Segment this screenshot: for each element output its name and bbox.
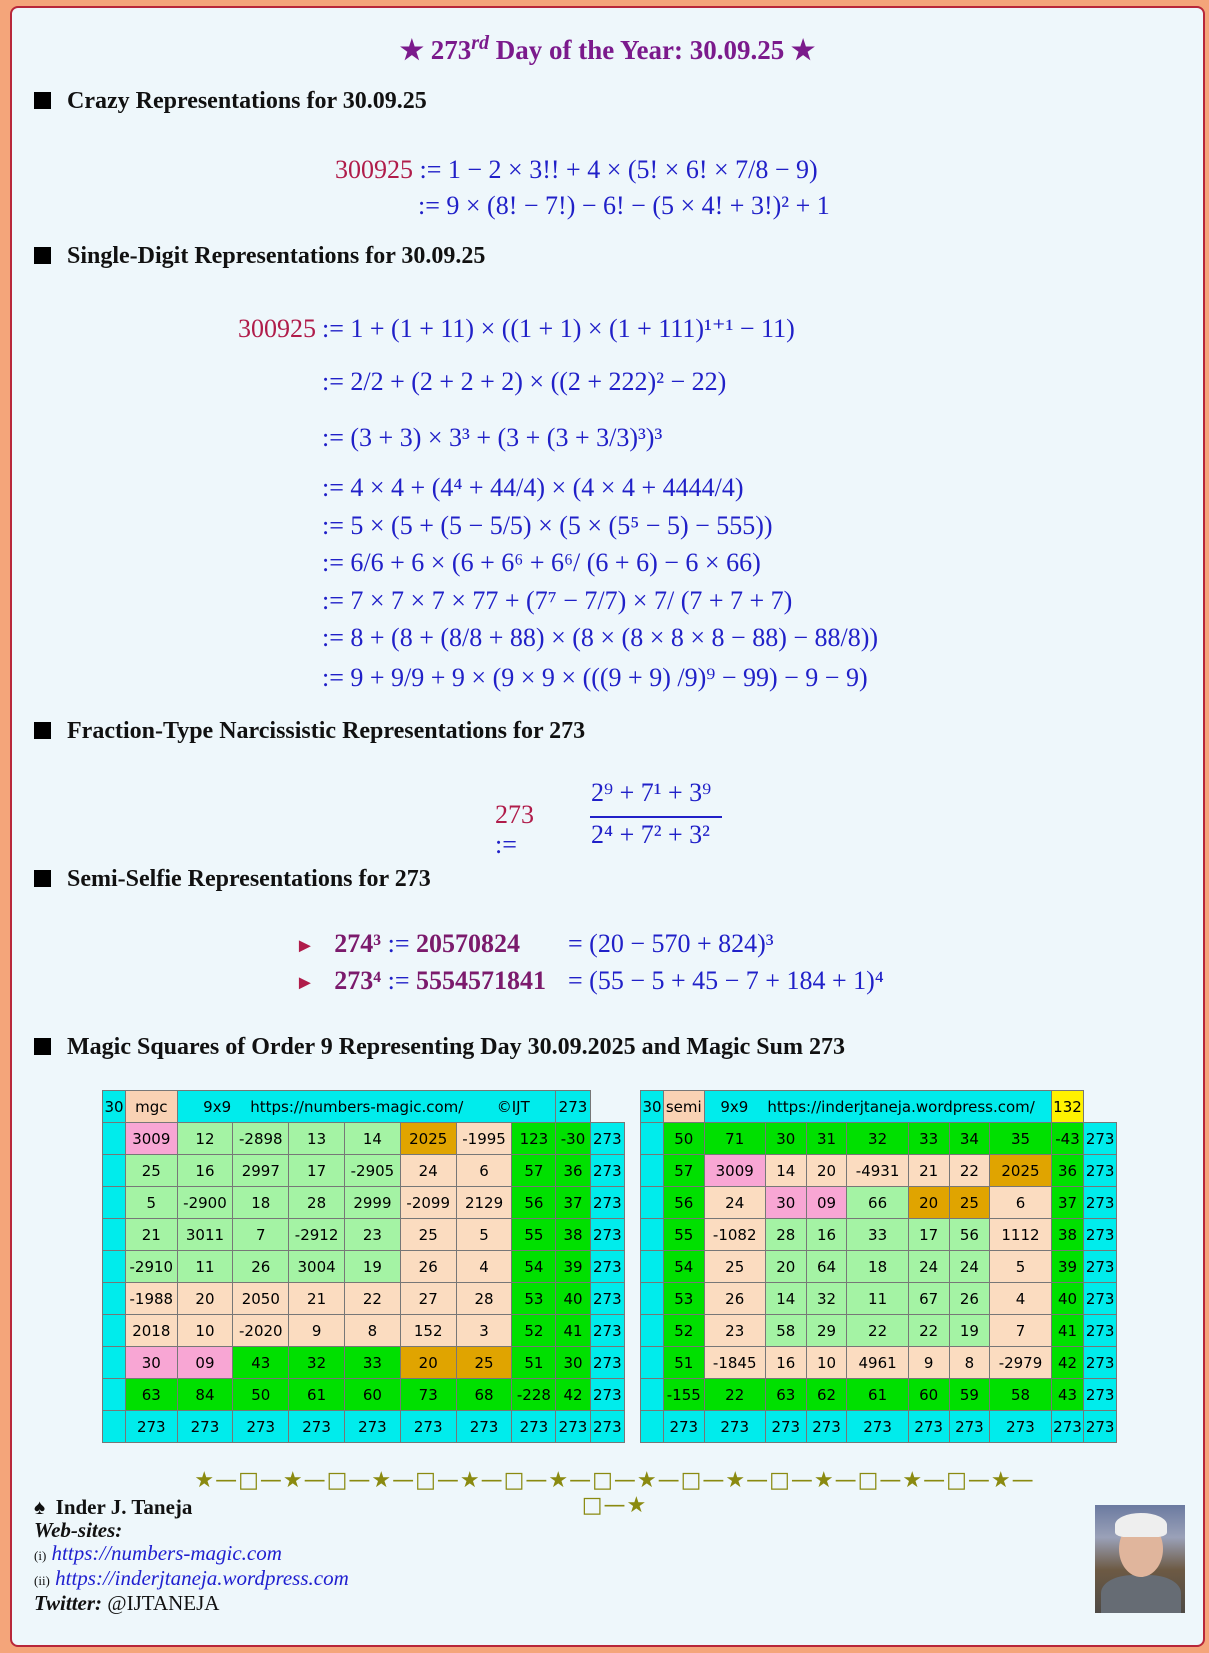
magic-cell: 8 xyxy=(949,1347,990,1379)
website-link-2[interactable]: https://inderjtaneja.wordpress.com xyxy=(55,1566,349,1590)
magic-cell: 30 xyxy=(556,1347,590,1379)
magic-cell: 152 xyxy=(400,1315,456,1347)
magic-cell: 36 xyxy=(556,1155,590,1187)
magic-cell: 22 xyxy=(847,1315,908,1347)
magic-cell: -4931 xyxy=(847,1155,908,1187)
magic-cell: 23 xyxy=(345,1219,401,1251)
spade-icon: ♠ xyxy=(34,1495,46,1519)
row-sum-cell: 273 xyxy=(1084,1155,1117,1187)
magic-cell: 17 xyxy=(908,1219,949,1251)
side-cell xyxy=(103,1315,126,1347)
magic-cell: 14 xyxy=(345,1123,401,1155)
magic-cell: 37 xyxy=(556,1187,590,1219)
semi-selfie-1-rhs: = (20 − 570 + 824)³ xyxy=(568,929,774,958)
magic-cell: 3004 xyxy=(289,1251,345,1283)
magic-cell: 11 xyxy=(177,1251,233,1283)
magic-cell: 22 xyxy=(949,1155,990,1187)
magic-cell: 60 xyxy=(908,1379,949,1411)
magic-cell: 40 xyxy=(1051,1283,1084,1315)
magic-cell: 20 xyxy=(400,1347,456,1379)
magic-cell: 24 xyxy=(400,1155,456,1187)
magic-cell: 5 xyxy=(990,1251,1051,1283)
magic-square-2 xyxy=(640,1090,1117,1443)
magic-cell: 31 xyxy=(806,1123,847,1155)
section-heading-single: Single-Digit Representations for 30.09.25 xyxy=(34,243,485,270)
single-eq-2: := 2/2 + (2 + 2 + 2) × ((2 + 222)² − 22) xyxy=(322,367,727,396)
magic-cell: 3 xyxy=(456,1315,512,1347)
column-sum-cell: 273 xyxy=(456,1411,512,1443)
magic-row xyxy=(103,1251,625,1283)
magic-cell: 29 xyxy=(806,1315,847,1347)
fraction-bar xyxy=(590,816,722,818)
column-sum-cell: 273 xyxy=(590,1411,624,1443)
column-sum-cell: 273 xyxy=(345,1411,401,1443)
magic-cell: 66 xyxy=(847,1187,908,1219)
magic-cell: 51 xyxy=(664,1347,705,1379)
magic-cell: 27 xyxy=(400,1283,456,1315)
row-sum-cell: 273 xyxy=(590,1283,624,1315)
tag-cell: semi xyxy=(664,1091,705,1123)
magic-cell: 54 xyxy=(512,1251,556,1283)
magic-cell: 26 xyxy=(949,1283,990,1315)
magic-cell: 23 xyxy=(704,1315,765,1347)
magic-row xyxy=(103,1187,625,1219)
star-icon: ★ xyxy=(791,35,816,65)
magic-row xyxy=(641,1155,1117,1187)
magic-cell: 63 xyxy=(126,1379,178,1411)
magic-cell: 21 xyxy=(908,1155,949,1187)
row-sum-cell: 273 xyxy=(1084,1283,1117,1315)
magic-cell: 57 xyxy=(664,1155,705,1187)
column-sum-cell: 273 xyxy=(806,1411,847,1443)
column-sum-cell: 273 xyxy=(990,1411,1051,1443)
magic-cell: 59 xyxy=(949,1379,990,1411)
magic-cell: 4 xyxy=(456,1251,512,1283)
magic-cell: 62 xyxy=(806,1379,847,1411)
magic-cell: 25 xyxy=(400,1219,456,1251)
magic-cell: 56 xyxy=(949,1219,990,1251)
semi-selfie-2-rhs: = (55 − 5 + 45 − 7 + 184 + 1)⁴ xyxy=(568,966,884,995)
row-sum-cell: 273 xyxy=(590,1379,624,1411)
magic-cell: 5 xyxy=(126,1187,178,1219)
triangle-bullet-icon: ► xyxy=(295,972,315,994)
magic-cell: 18 xyxy=(233,1187,289,1219)
magic-cell: 67 xyxy=(908,1283,949,1315)
magic-row xyxy=(103,1347,625,1379)
magic-cell: 38 xyxy=(556,1219,590,1251)
fraction-denominator: 2⁴ + 7² + 3² xyxy=(591,820,710,849)
side-cell xyxy=(103,1347,126,1379)
magic-cell: 2129 xyxy=(456,1187,512,1219)
side-cell xyxy=(641,1251,664,1283)
magic-cell: 30 xyxy=(765,1187,806,1219)
side-cell xyxy=(103,1155,126,1187)
magic-cell: 13 xyxy=(289,1123,345,1155)
magic-cell: 34 xyxy=(949,1123,990,1155)
magic-cell: 10 xyxy=(806,1347,847,1379)
star-divider: ★—□—★—□—★—□—★—□—★—□—★—□—★—□—★—□—★—□—★—□—★ xyxy=(194,1468,1035,1518)
side-cell xyxy=(641,1123,664,1155)
column-sum-cell: 273 xyxy=(1051,1411,1084,1443)
column-sum-cell: 273 xyxy=(908,1411,949,1443)
magic-cell: 35 xyxy=(990,1123,1051,1155)
magic-cell: 25 xyxy=(456,1347,512,1379)
corner-cell: 30 xyxy=(103,1091,126,1123)
single-eq-9: := 9 + 9/9 + 9 × (9 × 9 × (((9 + 9) /9)⁹ − 99) − 9 − 9) xyxy=(322,663,868,692)
row-sum-cell: 273 xyxy=(590,1315,624,1347)
magic-cell: 54 xyxy=(664,1251,705,1283)
row-sum-cell: 273 xyxy=(1084,1251,1117,1283)
side-cell xyxy=(103,1283,126,1315)
magic-cell: 39 xyxy=(1051,1251,1084,1283)
triangle-bullet-icon: ► xyxy=(295,935,315,957)
side-cell xyxy=(641,1219,664,1251)
square-bullet-icon xyxy=(34,1038,51,1055)
magic-cell: 58 xyxy=(990,1379,1051,1411)
magic-cell: -2979 xyxy=(990,1347,1051,1379)
magic-cell: 43 xyxy=(233,1347,289,1379)
magic-row xyxy=(103,1411,625,1443)
magic-row xyxy=(103,1315,625,1347)
magic-cell: 52 xyxy=(664,1315,705,1347)
row-sum-cell: 273 xyxy=(1084,1379,1117,1411)
magic-cell: -2905 xyxy=(345,1155,401,1187)
magic-cell: 4 xyxy=(990,1283,1051,1315)
section-heading-fraction: Fraction-Type Narcissistic Representations for 273 xyxy=(34,718,585,745)
row-sum-cell: 273 xyxy=(1084,1219,1117,1251)
magic-cell: 28 xyxy=(456,1283,512,1315)
square-bullet-icon xyxy=(34,870,51,887)
magic-cell: 2025 xyxy=(990,1155,1051,1187)
magic-cell: 50 xyxy=(233,1379,289,1411)
header-cell: 9x9 https://numbers-magic.com/ ©IJT xyxy=(177,1091,556,1123)
side-cell xyxy=(641,1347,664,1379)
row-sum-cell: 273 xyxy=(1084,1187,1117,1219)
column-sum-cell: 273 xyxy=(765,1411,806,1443)
magic-cell: 30 xyxy=(765,1123,806,1155)
magic-row xyxy=(641,1283,1117,1315)
magic-row xyxy=(641,1219,1117,1251)
magic-cell: 38 xyxy=(1051,1219,1084,1251)
row-sum-cell: 273 xyxy=(590,1187,624,1219)
magic-cell: 84 xyxy=(177,1379,233,1411)
magic-cell: 32 xyxy=(847,1123,908,1155)
row-sum-cell: 273 xyxy=(590,1347,624,1379)
magic-cell: 20 xyxy=(177,1283,233,1315)
row-sum-cell: 273 xyxy=(1084,1123,1117,1155)
magic-row xyxy=(103,1155,625,1187)
magic-cell: 16 xyxy=(806,1219,847,1251)
magic-cell: 39 xyxy=(556,1251,590,1283)
magic-cell: -1988 xyxy=(126,1283,178,1315)
magic-cell: 53 xyxy=(664,1283,705,1315)
magic-cell: 37 xyxy=(1051,1187,1084,1219)
magic-cell: 26 xyxy=(233,1251,289,1283)
magic-cell: 3009 xyxy=(704,1155,765,1187)
magic-cell: 56 xyxy=(512,1187,556,1219)
magic-cell: 2018 xyxy=(126,1315,178,1347)
magic-cell: 43 xyxy=(1051,1379,1084,1411)
magic-row xyxy=(103,1379,625,1411)
magic-cell: 123 xyxy=(512,1123,556,1155)
single-eq-4: := 4 × 4 + (4⁴ + 44/4) × (4 × 4 + 4444/4) xyxy=(322,473,744,502)
magic-cell: 52 xyxy=(512,1315,556,1347)
magic-cell: 9 xyxy=(289,1315,345,1347)
magic-cell: 6 xyxy=(456,1155,512,1187)
magic-cell: 2025 xyxy=(400,1123,456,1155)
magic-header-row xyxy=(641,1091,1117,1123)
magic-cell: 57 xyxy=(512,1155,556,1187)
side-cell xyxy=(103,1187,126,1219)
magic-cell: 55 xyxy=(512,1219,556,1251)
row-sum-cell: 273 xyxy=(590,1155,624,1187)
column-sum-cell: 273 xyxy=(400,1411,456,1443)
row-sum-cell: 273 xyxy=(590,1219,624,1251)
magic-cell: -1845 xyxy=(704,1347,765,1379)
magic-cell: 2999 xyxy=(345,1187,401,1219)
column-sum-cell: 273 xyxy=(233,1411,289,1443)
magic-row xyxy=(641,1123,1117,1155)
section-heading-magic: Magic Squares of Order 9 Representing Day 30.09.2025 and Magic Sum 273 xyxy=(34,1034,845,1061)
single-eq-5: := 5 × (5 + (5 − 5/5) × (5 × (5⁵ − 5) − 555)) xyxy=(322,511,773,540)
column-sum-cell: 273 xyxy=(949,1411,990,1443)
single-eq-8: := 8 + (8 + (8/8 + 88) × (8 × (8 × 8 × 8 − 88) − 88/8)) xyxy=(322,623,879,652)
side-cell xyxy=(641,1315,664,1347)
magic-cell: 42 xyxy=(1051,1347,1084,1379)
magic-cell: 53 xyxy=(512,1283,556,1315)
side-cell xyxy=(103,1251,126,1283)
magic-cell: -2020 xyxy=(233,1315,289,1347)
magic-cell: 10 xyxy=(177,1315,233,1347)
single-eq-6: := 6/6 + 6 × (6 + 6⁶ + 6⁶/ (6 + 6) − 6 × 66) xyxy=(322,548,761,577)
side-cell xyxy=(641,1155,664,1187)
magic-cell: 68 xyxy=(456,1379,512,1411)
magic-cell: 24 xyxy=(949,1251,990,1283)
magic-cell: 36 xyxy=(1051,1155,1084,1187)
column-sum-cell: 273 xyxy=(177,1411,233,1443)
magic-cell: 25 xyxy=(704,1251,765,1283)
header-sum-cell: 273 xyxy=(556,1091,590,1123)
magic-cell: 19 xyxy=(949,1315,990,1347)
magic-cell: 12 xyxy=(177,1123,233,1155)
single-lhs: 300925 xyxy=(238,314,316,343)
column-sum-cell: 273 xyxy=(289,1411,345,1443)
magic-cell: 28 xyxy=(765,1219,806,1251)
magic-header-row xyxy=(103,1091,625,1123)
magic-cell: 55 xyxy=(664,1219,705,1251)
magic-cell: 40 xyxy=(556,1283,590,1315)
single-eq-3: := (3 + 3) × 3³ + (3 + (3 + 3/3)³)³ xyxy=(322,423,663,452)
magic-cell: 7 xyxy=(990,1315,1051,1347)
row-sum-cell: 273 xyxy=(590,1123,624,1155)
magic-cell: 4961 xyxy=(847,1347,908,1379)
magic-cell: -43 xyxy=(1051,1123,1084,1155)
magic-cell: 7 xyxy=(233,1219,289,1251)
magic-row xyxy=(103,1219,625,1251)
magic-cell: 5 xyxy=(456,1219,512,1251)
magic-cell: 09 xyxy=(806,1187,847,1219)
section-heading-semi: Semi-Selfie Representations for 273 xyxy=(34,866,431,893)
magic-cell: 61 xyxy=(847,1379,908,1411)
magic-cell: 2050 xyxy=(233,1283,289,1315)
magic-row xyxy=(641,1379,1117,1411)
magic-row xyxy=(103,1123,625,1155)
magic-cell: 73 xyxy=(400,1379,456,1411)
magic-cell: 2997 xyxy=(233,1155,289,1187)
magic-cell: 32 xyxy=(289,1347,345,1379)
magic-cell: 56 xyxy=(664,1187,705,1219)
magic-cell: 20 xyxy=(765,1251,806,1283)
square-bullet-icon xyxy=(34,247,51,264)
corner-cell: 30 xyxy=(641,1091,664,1123)
row-sum-cell: 273 xyxy=(1084,1315,1117,1347)
magic-cell: 16 xyxy=(177,1155,233,1187)
square-bullet-icon xyxy=(34,722,51,739)
magic-cell: 42 xyxy=(556,1379,590,1411)
magic-row xyxy=(641,1187,1117,1219)
column-sum-cell: 273 xyxy=(847,1411,908,1443)
magic-cell: 9 xyxy=(908,1347,949,1379)
magic-cell: 33 xyxy=(847,1219,908,1251)
magic-row xyxy=(641,1347,1117,1379)
column-sum-cell: 273 xyxy=(664,1411,705,1443)
magic-row xyxy=(641,1411,1117,1443)
magic-cell: -30 xyxy=(556,1123,590,1155)
magic-square-1 xyxy=(102,1090,625,1443)
magic-cell: 60 xyxy=(345,1379,401,1411)
side-cell xyxy=(641,1187,664,1219)
magic-row xyxy=(641,1251,1117,1283)
magic-cell: 21 xyxy=(126,1219,178,1251)
star-icon: ★ xyxy=(399,35,424,65)
magic-cell: 33 xyxy=(345,1347,401,1379)
magic-cell: -2898 xyxy=(233,1123,289,1155)
magic-cell: 25 xyxy=(949,1187,990,1219)
row-sum-cell: 273 xyxy=(1084,1347,1117,1379)
magic-cell: 25 xyxy=(126,1155,178,1187)
column-sum-cell: 273 xyxy=(126,1411,178,1443)
magic-cell: 17 xyxy=(289,1155,345,1187)
magic-cell: 32 xyxy=(806,1283,847,1315)
magic-cell: -2910 xyxy=(126,1251,178,1283)
magic-cell: 6 xyxy=(990,1187,1051,1219)
magic-cell: 63 xyxy=(765,1379,806,1411)
magic-cell: 14 xyxy=(765,1283,806,1315)
magic-cell: 30 xyxy=(126,1347,178,1379)
magic-cell: 1112 xyxy=(990,1219,1051,1251)
magic-cell: 3011 xyxy=(177,1219,233,1251)
magic-cell: 51 xyxy=(512,1347,556,1379)
side-cell xyxy=(103,1123,126,1155)
magic-cell: 20 xyxy=(908,1187,949,1219)
magic-cell: 41 xyxy=(1051,1315,1084,1347)
magic-cell: 19 xyxy=(345,1251,401,1283)
header-sum-cell: 132 xyxy=(1051,1091,1084,1123)
side-cell xyxy=(103,1411,126,1443)
magic-cell: 22 xyxy=(908,1315,949,1347)
column-sum-cell: 273 xyxy=(556,1411,590,1443)
magic-cell: 58 xyxy=(765,1315,806,1347)
side-cell xyxy=(641,1379,664,1411)
column-sum-cell: 273 xyxy=(512,1411,556,1443)
side-cell xyxy=(103,1219,126,1251)
author-block: ♠ Inder J. Taneja Web-sites: (i) https://numbers-magic.com (ii) https://inderjtaneja.wordpress.com Twitter: @IJTANEJA xyxy=(34,1495,349,1615)
page-panel: ★ 273rd Day of the Year: 30.09.25 ★ Crazy Representations for 30.09.25 300925 := 1 − 2 × 3!! + 4 × (5! × 6! × 7/8 − 9) := 9 × (8! − 7!) − 6! − (5 × 4! + 3!)² + 1 Single-Digit Representations for 30.09.25 300925 := 1 + (1 + 11) × ((1 + 1) × (1 + 111)¹⁺¹ − 11) := 2/2 + (2 + 2 + 2) × ((2 + 222)² − 22) := (3 + 3) × 3³ + (3 + (3 + 3/3)³)³ := 4 × 4 + (4⁴ + 44/4) × (4 × 4 + 4444/4) := 5 × (5 + (5 − 5/5) × (5 × (5⁵ − 5) − 555)) := 6/6 + 6 × (6 + 6⁶ + 6⁶/ (6 + 6) − 6 × 66) := 7 × 7 × 7 × 77 + (7⁷ − 7/7) × 7/ (7 + 7 + 7) := 8 + (8 + (8/8 + 88) × (8 × (8 × 8 × 8 − 88) − 88/8)) := 9 + 9/9 + 9 × (9 × 9 × (((9 + 9) /9)⁹ − 99) − 9 − 9) Fraction-Type Narcissistic Representations for 273 273 := 2⁹ + 7¹ + 3⁹ 2⁴ + 7² + 3² Semi-Selfie Representations for 273 ► 274³ := 20570824 = (20 − 570 + 824)³ ► 273⁴ := 5554571841 = (55 − 5 + 45 − 7 + 184 + 1)⁴ Magic Squares of Order 9 Representing Day 30.09.2025 and Magic Sum 273 30 mgc 9x9 https://numbers-magic.com/ ©IJT 273 3009 12 -2898 13 14 2025 -1995 123 -30 273 25 16 2997 17 -2905 24 6 57 36 273 5 -2900 18 28 2999 -2099 2129 56 37 273 21 3011 7 -2912 23 25 5 55 38 273 -2910 11 26 3004 19 26 4 54 39 273 -1988 20 2050 21 22 27 28 53 40 273 2018 10 -2020 9 8 152 3 52 41 273 30 09 43 32 33 20 25 51 30 273 63 84 50 61 60 73 68 -228 42 273 273 273 273 273 273 273 273 273 273 273 30 semi 9x9 https://inderjtaneja.wordpress.com/ 132 50 71 30 31 32 33 34 35 -43 273 57 3009 14 20 -4931 21 22 2025 36 273 56 24 30 09 66 20 25 6 37 273 55 -1082 28 16 33 17 56 1112 38 273 54 25 20 64 18 24 24 5 39 273 53 26 14 32 11 67 26 4 40 273 52 23 58 29 22 22 19 7 41 273 51 -1845 16 10 4961 9 8 -2979 42 273 -155 22 63 62 61 60 59 58 43 273 273 273 273 273 273 273 273 273 273 273 ★—□—★—□—★—□—★—□—★—□—★—□—★—□—★—□—★—□—★—□—★ ♠ Inder J. Taneja Web-sites: (i) https://numbers-magic.com (ii) https://inderjtaneja.wordpress.com Twitter: @IJTANEJA xyxy=(10,6,1205,1647)
website-link-1[interactable]: https://numbers-magic.com xyxy=(51,1541,282,1565)
magic-cell: 09 xyxy=(177,1347,233,1379)
magic-cell: 28 xyxy=(289,1187,345,1219)
square-bullet-icon xyxy=(34,92,51,109)
magic-cell: -2099 xyxy=(400,1187,456,1219)
magic-cell: 14 xyxy=(765,1155,806,1187)
side-cell xyxy=(641,1411,664,1443)
magic-cell: -2900 xyxy=(177,1187,233,1219)
page-title: ★ 273rd Day of the Year: 30.09.25 ★ xyxy=(399,32,816,65)
magic-cell: 33 xyxy=(908,1123,949,1155)
row-sum-cell: 273 xyxy=(590,1251,624,1283)
magic-cell: -1082 xyxy=(704,1219,765,1251)
magic-cell: 3009 xyxy=(126,1123,178,1155)
magic-cell: -155 xyxy=(664,1379,705,1411)
author-photo xyxy=(1095,1505,1185,1613)
magic-cell: 61 xyxy=(289,1379,345,1411)
magic-cell: 26 xyxy=(400,1251,456,1283)
magic-cell: 18 xyxy=(847,1251,908,1283)
magic-row xyxy=(103,1283,625,1315)
magic-cell: -1995 xyxy=(456,1123,512,1155)
magic-cell: 26 xyxy=(704,1283,765,1315)
magic-cell: 24 xyxy=(908,1251,949,1283)
single-eq-1: := 1 + (1 + 11) × ((1 + 1) × (1 + 111)¹⁺¹ − 11) xyxy=(322,314,795,343)
section-heading-crazy: Crazy Representations for 30.09.25 xyxy=(34,88,427,115)
single-eq-7: := 7 × 7 × 7 × 77 + (7⁷ − 7/7) × 7/ (7 + 7 + 7) xyxy=(322,586,793,615)
crazy-eq-1: 300925 := 1 − 2 × 3!! + 4 × (5! × 6! × 7/8 − 9) xyxy=(335,155,818,184)
header-cell: 9x9 https://inderjtaneja.wordpress.com/ xyxy=(704,1091,1051,1123)
fraction-numerator: 2⁹ + 7¹ + 3⁹ xyxy=(591,778,712,807)
magic-cell: 22 xyxy=(345,1283,401,1315)
magic-cell: 50 xyxy=(664,1123,705,1155)
magic-row xyxy=(641,1315,1117,1347)
tag-cell: mgc xyxy=(126,1091,178,1123)
magic-cell: 22 xyxy=(704,1379,765,1411)
side-cell xyxy=(641,1283,664,1315)
magic-cell: 24 xyxy=(704,1187,765,1219)
column-sum-cell: 273 xyxy=(1084,1411,1117,1443)
magic-cell: 20 xyxy=(806,1155,847,1187)
magic-cell: 41 xyxy=(556,1315,590,1347)
magic-cell: 8 xyxy=(345,1315,401,1347)
magic-cell: 11 xyxy=(847,1283,908,1315)
semi-selfie-1: ► 274³ := 20570824 xyxy=(295,929,520,958)
magic-cell: 16 xyxy=(765,1347,806,1379)
crazy-eq-2: := 9 × (8! − 7!) − 6! − (5 × 4! + 3!)² + 1 xyxy=(418,191,830,220)
magic-cell: 21 xyxy=(289,1283,345,1315)
semi-selfie-2: ► 273⁴ := 5554571841 xyxy=(295,966,546,995)
magic-cell: -2912 xyxy=(289,1219,345,1251)
magic-cell: 64 xyxy=(806,1251,847,1283)
magic-cell: -228 xyxy=(512,1379,556,1411)
column-sum-cell: 273 xyxy=(704,1411,765,1443)
magic-cell: 71 xyxy=(704,1123,765,1155)
side-cell xyxy=(103,1379,126,1411)
